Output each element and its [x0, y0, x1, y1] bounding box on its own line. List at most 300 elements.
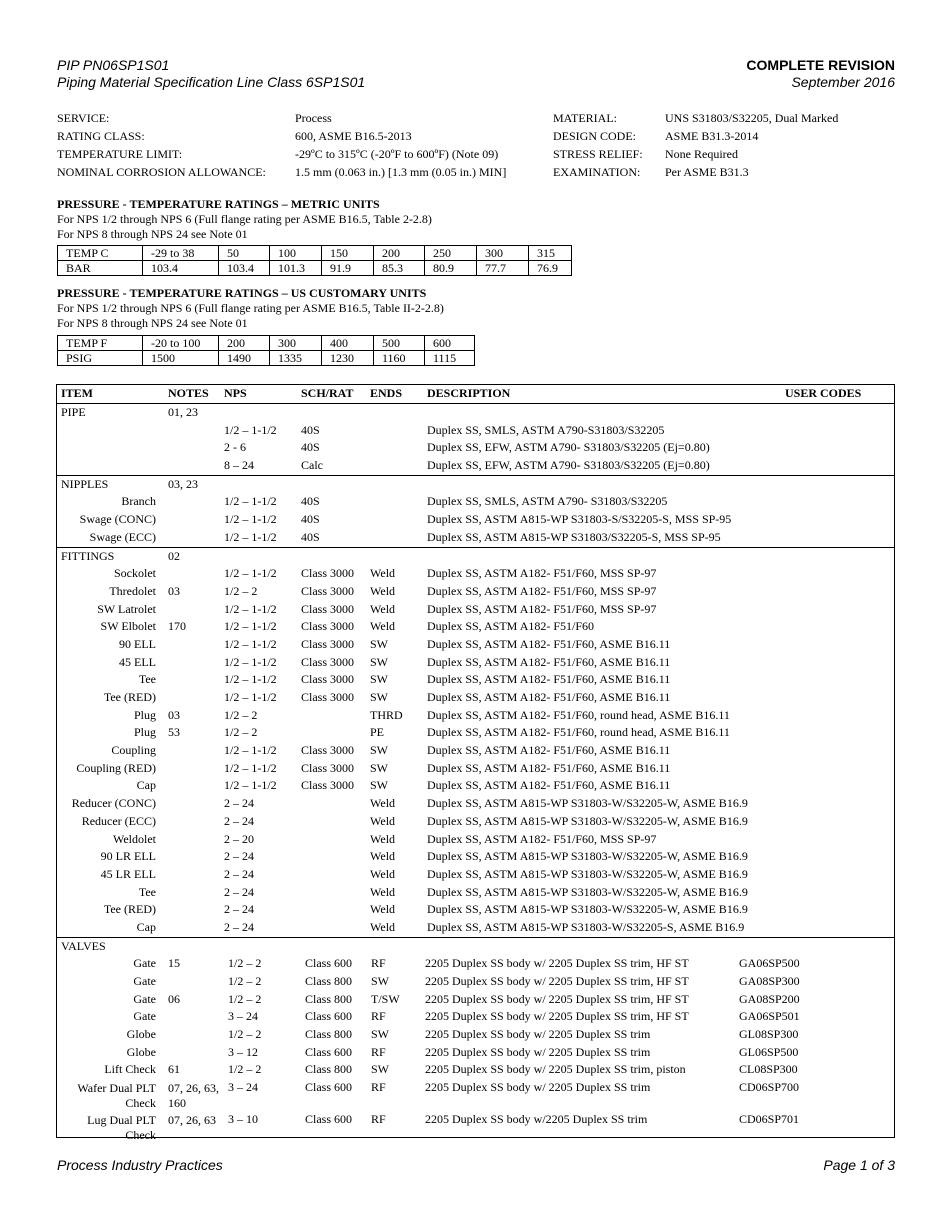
table-cell: 300 — [477, 246, 529, 261]
nps-cell: 1/2 – 1-1/2 — [224, 778, 277, 793]
ends-cell: SW — [370, 636, 388, 651]
table-row — [57, 866, 894, 884]
sch-cell: Class 600 — [305, 1112, 353, 1127]
item-cell: Plug — [133, 725, 156, 740]
table-cell: -29 to 38 — [143, 246, 219, 261]
col-ends-header: ENDS — [370, 386, 403, 400]
sch-cell: Calc — [301, 458, 323, 473]
user-code-cell: CD06SP701 — [739, 1112, 800, 1127]
metric-ratings-table — [57, 245, 572, 276]
item-cell: Globe — [126, 1044, 156, 1059]
item-cell: Gate — [133, 956, 156, 971]
table-row — [57, 742, 894, 760]
item-cell: Plug — [133, 707, 156, 722]
sch-cell: Class 3000 — [301, 601, 355, 616]
table-row — [57, 1026, 894, 1044]
description-cell: 2205 Duplex SS body w/2205 Duplex SS trim — [425, 1112, 648, 1127]
doc-id: PIP PN06SP1S01 — [57, 57, 170, 73]
user-code-cell: GA08SP300 — [739, 974, 800, 988]
ends-cell: SW — [370, 654, 388, 669]
nps-cell: 1/2 – 1-1/2 — [224, 422, 277, 437]
table-cell: 1490 — [219, 351, 270, 366]
item-cell: Lift Check — [104, 1062, 156, 1077]
table-cell: 100 — [270, 246, 322, 261]
table-cell: 250 — [425, 246, 477, 261]
table-row — [57, 1008, 894, 1026]
col-item-header: ITEM — [61, 386, 94, 400]
ends-cell: Weld — [370, 866, 396, 881]
description-cell: Duplex SS, ASTM A182- F51/F60, round head, ASME B16.11 — [427, 725, 730, 740]
table-row — [57, 511, 894, 529]
table-row — [57, 457, 894, 475]
user-code-cell: GL06SP500 — [739, 1044, 799, 1059]
ends-cell: RF — [371, 956, 386, 971]
nps-cell: 1/2 – 1-1/2 — [224, 512, 277, 527]
us-note-2: For NPS 8 through NPS 24 see Note 01 — [57, 316, 248, 330]
table-cell: 1115 — [425, 351, 475, 366]
description-cell: Duplex SS, EFW, ASTM A790- S31803/S32205 (Ej=0.80) — [427, 440, 710, 455]
sch-cell: Class 600 — [305, 1044, 353, 1059]
nps-cell: 2 – 24 — [224, 813, 254, 828]
item-cell: Tee (RED) — [103, 690, 156, 704]
ends-cell: SW — [371, 974, 389, 988]
notes-cell: 03 — [168, 707, 180, 722]
item-cell: Tee (RED) — [103, 902, 156, 917]
description-cell: 2205 Duplex SS body w/ 2205 Duplex SS trim — [425, 1027, 651, 1042]
table-row — [57, 439, 894, 457]
description-cell: 2205 Duplex SS body w/ 2205 Duplex SS trim, HF ST — [425, 991, 689, 1006]
item-cell: Gate — [133, 991, 156, 1006]
description-cell: Duplex SS, ASTM A182- F51/F60, ASME B16.11 — [427, 636, 671, 651]
sch-cell: Class 800 — [305, 1062, 353, 1077]
ends-cell: RF — [371, 1009, 386, 1024]
description-cell: Duplex SS, SMLS, ASTM A790- S31803/S32205 — [427, 494, 668, 509]
col-sch-header: SCH/RAT — [301, 386, 354, 400]
sch-cell: Class 3000 — [301, 690, 355, 704]
description-cell: Duplex SS, ASTM A815-WP S31803-S/S32205-S, MSS SP-95 — [427, 512, 732, 527]
table-cell: 77.7 — [477, 261, 529, 276]
doc-title: Piping Material Specification Line Class 6SP1S01 — [57, 74, 366, 90]
table-row — [57, 403, 894, 422]
sch-cell: Class 800 — [305, 1027, 353, 1042]
description-cell: Duplex SS, ASTM A182- F51/F60, ASME B16.11 — [427, 743, 671, 758]
us-ratings-table — [57, 335, 475, 366]
corrosion-allowance-label: NOMINAL CORROSION ALLOWANCE: — [57, 165, 266, 179]
us-psig-row — [58, 351, 475, 366]
group-label: FITTINGS — [61, 548, 115, 563]
sch-cell: Class 3000 — [301, 619, 355, 634]
nps-cell: 1/2 – 2 — [228, 1062, 262, 1077]
table-row — [57, 707, 894, 725]
sch-cell: Class 3000 — [301, 672, 355, 687]
description-cell: 2205 Duplex SS body w/ 2205 Duplex SS trim — [425, 1044, 651, 1059]
group-label: PIPE — [61, 405, 86, 419]
ends-cell: Weld — [370, 796, 396, 811]
nps-cell: 2 – 24 — [224, 796, 254, 811]
table-row — [57, 724, 894, 742]
description-cell: Duplex SS, ASTM A182- F51/F60, MSS SP-97 — [427, 566, 657, 581]
description-cell: 2205 Duplex SS body w/ 2205 Duplex SS trim, HF ST — [425, 956, 689, 971]
item-cell: Swage (ECC) — [89, 529, 156, 544]
sch-cell: Class 600 — [305, 956, 353, 971]
item-cell: Branch — [121, 494, 156, 509]
description-cell: Duplex SS, EFW, ASTM A790- S31803/S32205 (Ej=0.80) — [427, 458, 710, 473]
nps-cell: 3 – 12 — [228, 1044, 258, 1059]
table-row — [57, 636, 894, 654]
table-cell: 50 — [219, 246, 270, 261]
description-cell: Duplex SS, ASTM A182- F51/F60, ASME B16.11 — [427, 672, 671, 687]
description-cell: Duplex SS, ASTM A815-WP S31803-W/S32205-W, ASME B16.9 — [427, 884, 748, 899]
table-row — [57, 529, 894, 547]
table-cell: PSIG — [58, 351, 143, 366]
table-row — [57, 813, 894, 831]
ends-cell: THRD — [370, 707, 403, 722]
table-row — [57, 919, 894, 937]
service-value: Process — [295, 111, 332, 125]
revision-label: COMPLETE REVISION — [746, 57, 895, 73]
description-cell: Duplex SS, ASTM A182- F51/F60, MSS SP-97 — [427, 583, 657, 598]
notes-cell: 15 — [168, 956, 180, 971]
item-cell: Coupling (RED) — [76, 760, 156, 775]
nps-cell: 2 – 24 — [224, 919, 254, 934]
description-cell: Duplex SS, ASTM A182- F51/F60, round head, ASME B16.11 — [427, 707, 730, 722]
table-row — [57, 547, 894, 566]
notes-cell: 170 — [168, 619, 186, 634]
ends-cell: Weld — [370, 902, 396, 917]
group-notes: 01, 23 — [168, 405, 198, 419]
table-cell: 103.4 — [219, 261, 270, 276]
ends-cell: PE — [370, 725, 385, 740]
nps-cell: 1/2 – 1-1/2 — [224, 601, 277, 616]
us-note-1: For NPS 1/2 through NPS 6 (Full flange rating per ASME B16.5, Table II-2-2.8) — [57, 301, 444, 315]
ends-cell: SW — [371, 1062, 389, 1077]
table-row — [57, 831, 894, 849]
nps-cell: 2 – 20 — [224, 831, 254, 846]
table-cell: 80.9 — [425, 261, 477, 276]
table-cell: 200 — [374, 246, 425, 261]
service-info — [57, 109, 897, 181]
ends-cell: Weld — [370, 583, 396, 598]
table-row — [57, 973, 894, 991]
item-cell: SW Elbolet — [100, 619, 156, 634]
description-cell: Duplex SS, ASTM A182- F51/F60, ASME B16.11 — [427, 690, 671, 704]
rating-class-value: 600, ASME B16.5-2013 — [295, 129, 412, 143]
group-notes: 02 — [168, 548, 180, 563]
item-cell: Weldolet — [112, 831, 156, 846]
table-row — [57, 1061, 894, 1079]
description-cell: Duplex SS, ASTM A182- F51/F60, ASME B16.11 — [427, 760, 671, 775]
ends-cell: Weld — [370, 601, 396, 616]
table-row — [57, 1044, 894, 1062]
table-cell: 85.3 — [374, 261, 425, 276]
item-cell: Globe — [126, 1027, 156, 1042]
ends-cell: SW — [370, 672, 388, 687]
item-cell: Coupling — [111, 743, 156, 758]
table-row — [57, 955, 894, 973]
nps-cell: 1/2 – 2 — [224, 725, 258, 740]
nps-cell: 2 - 6 — [224, 440, 246, 455]
table-cell: 103.4 — [143, 261, 219, 276]
nps-cell: 1/2 – 1-1/2 — [224, 690, 277, 704]
nps-cell: 3 – 24 — [228, 1080, 258, 1095]
sch-cell: Class 3000 — [301, 654, 355, 669]
table-row — [57, 583, 894, 601]
ends-cell: SW — [370, 760, 388, 775]
sch-cell: Class 3000 — [301, 743, 355, 758]
table-cell: 1335 — [270, 351, 322, 366]
table-cell: 400 — [322, 336, 374, 351]
table-row — [57, 760, 894, 778]
metric-note-1: For NPS 1/2 through NPS 6 (Full flange rating per ASME B16.5, Table 2-2.8) — [57, 212, 432, 226]
nps-cell: 8 – 24 — [224, 458, 254, 473]
nps-cell: 3 – 24 — [228, 1009, 258, 1024]
nps-cell: 1/2 – 1-1/2 — [224, 494, 277, 509]
stress-relief-value: None Required — [665, 147, 738, 161]
nps-cell: 3 – 10 — [228, 1112, 258, 1127]
nps-cell: 2 – 24 — [224, 884, 254, 899]
spec-table — [56, 384, 895, 1143]
nps-cell: 1/2 – 1-1/2 — [224, 566, 277, 581]
description-cell: Duplex SS, ASTM A815-WP S31803-W/S32205-W, ASME B16.9 — [427, 866, 748, 881]
page-footer — [57, 1157, 895, 1173]
ends-cell: Weld — [370, 566, 396, 581]
item-cell: 90 ELL — [119, 636, 156, 651]
item-cell: Thredolet — [109, 583, 156, 598]
page-number: Page 1 of 3 — [823, 1157, 895, 1173]
user-code-cell: CL08SP300 — [739, 1062, 798, 1077]
description-cell: Duplex SS, ASTM A815-WP S31803-W/S32205-W, ASME B16.9 — [427, 849, 748, 864]
item-cell: Reducer (ECC) — [81, 813, 156, 828]
item-cell: Tee — [138, 884, 156, 899]
table-cell: 600 — [425, 336, 475, 351]
notes-cell: 53 — [168, 725, 180, 740]
sch-cell: Class 3000 — [301, 778, 355, 793]
metric-bar-row — [58, 261, 572, 276]
us-ratings-section — [57, 286, 444, 331]
description-cell: Duplex SS, SMLS, ASTM A790-S31803/S32205 — [427, 422, 665, 437]
item-cell: Sockolet — [114, 566, 156, 581]
ends-cell: Weld — [370, 619, 396, 634]
item-cell: Gate — [133, 1009, 156, 1024]
notes-cell: 61 — [168, 1062, 180, 1077]
table-cell: TEMP C — [58, 246, 143, 261]
table-row — [57, 565, 894, 583]
table-row — [57, 1079, 894, 1111]
user-code-cell: GA08SP200 — [739, 991, 800, 1006]
table-row — [57, 1111, 894, 1143]
table-row — [57, 848, 894, 866]
sch-cell: 40S — [301, 529, 320, 544]
description-cell: Duplex SS, ASTM A815-WP S31803-W/S32205-W, ASME B16.9 — [427, 902, 748, 917]
description-cell: Duplex SS, ASTM A182- F51/F60, MSS SP-97 — [427, 601, 657, 616]
item-cell: Cap — [136, 778, 156, 793]
footer-publisher: Process Industry Practices — [57, 1157, 223, 1173]
table-row — [57, 991, 894, 1009]
table-cell: 200 — [219, 336, 270, 351]
description-cell: Duplex SS, ASTM A182- F51/F60 — [427, 619, 595, 634]
table-cell: 150 — [322, 246, 374, 261]
ends-cell: Weld — [370, 813, 396, 828]
table-cell: 1500 — [143, 351, 219, 366]
spec-table-body — [57, 403, 894, 1143]
table-row — [57, 475, 894, 494]
group-label: VALVES — [61, 938, 106, 953]
description-cell: Duplex SS, ASTM A815-WP S31803/S32205-S, MSS SP-95 — [427, 529, 721, 544]
description-cell: 2205 Duplex SS body w/ 2205 Duplex SS trim — [425, 1080, 651, 1095]
metric-temp-row — [58, 246, 572, 261]
ends-cell: RF — [371, 1112, 386, 1127]
description-cell: 2205 Duplex SS body w/ 2205 Duplex SS trim, HF ST — [425, 974, 689, 988]
table-row — [57, 884, 894, 902]
sch-cell: Class 3000 — [301, 636, 355, 651]
ends-cell: SW — [371, 1027, 389, 1042]
sch-cell: Class 600 — [305, 1080, 353, 1095]
item-cell: SW Latrolet — [97, 601, 156, 616]
col-description-header: DESCRIPTION — [427, 386, 511, 400]
examination-value: Per ASME B31.3 — [665, 165, 749, 179]
table-cell: 315 — [529, 246, 572, 261]
notes-cell: 07, 26, 63 — [168, 1113, 216, 1128]
item-cell: Gate — [133, 974, 156, 988]
sch-cell: Class 800 — [305, 974, 353, 988]
table-row — [57, 689, 894, 707]
item-cell: Swage (CONC) — [79, 512, 156, 527]
description-cell: Duplex SS, ASTM A815-WP S31803-W/S32205-W, ASME B16.9 — [427, 813, 748, 828]
user-code-cell: GL08SP300 — [739, 1027, 799, 1042]
sch-cell: Class 600 — [305, 1009, 353, 1024]
table-row — [57, 671, 894, 689]
description-cell: 2205 Duplex SS body w/ 2205 Duplex SS trim, piston — [425, 1062, 686, 1077]
nps-cell: 1/2 – 2 — [228, 956, 262, 971]
nps-cell: 1/2 – 1-1/2 — [224, 654, 277, 669]
table-row — [57, 618, 894, 636]
ends-cell: SW — [370, 778, 388, 793]
item-cell: Wafer Dual PLT Check — [77, 1081, 156, 1111]
table-row — [57, 777, 894, 795]
design-code-value: ASME B31.3-2014 — [665, 129, 759, 143]
user-code-cell: GA06SP501 — [739, 1009, 800, 1024]
sch-cell: 40S — [301, 512, 320, 527]
sch-cell: Class 3000 — [301, 583, 355, 598]
ends-cell: SW — [370, 690, 388, 704]
rating-class-label: RATING CLASS: — [57, 129, 145, 143]
nps-cell: 2 – 24 — [224, 902, 254, 917]
ends-cell: RF — [371, 1044, 386, 1059]
notes-cell: 07, 26, 63, 160 — [168, 1081, 219, 1111]
temperature-limit-label: TEMPERATURE LIMIT: — [57, 147, 183, 161]
table-cell: 300 — [270, 336, 322, 351]
table-row — [57, 795, 894, 813]
nps-cell: 1/2 – 2 — [228, 974, 262, 988]
sch-cell: Class 3000 — [301, 760, 355, 775]
ends-cell: Weld — [370, 884, 396, 899]
table-cell: TEMP F — [58, 336, 143, 351]
notes-cell: 06 — [168, 991, 180, 1006]
description-cell: Duplex SS, ASTM A182- F51/F60, ASME B16.11 — [427, 654, 671, 669]
description-cell: Duplex SS, ASTM A182- F51/F60, ASME B16.11 — [427, 778, 671, 793]
group-label: NIPPLES — [61, 476, 109, 491]
us-temp-row — [58, 336, 475, 351]
nps-cell: 1/2 – 1-1/2 — [224, 619, 277, 634]
notes-cell: 03 — [168, 583, 180, 598]
table-cell: -20 to 100 — [143, 336, 219, 351]
page-header — [57, 57, 895, 91]
ends-cell: Weld — [370, 849, 396, 864]
table-row — [57, 493, 894, 511]
table-row — [57, 422, 894, 440]
corrosion-allowance-value: 1.5 mm (0.063 in.) [1.3 mm (0.05 in.) MIN] — [295, 165, 507, 179]
description-cell: Duplex SS, ASTM A815-WP S31803-W/S32205-W, ASME B16.9 — [427, 796, 748, 811]
item-cell: Reducer (CONC) — [71, 796, 156, 811]
stress-relief-label: STRESS RELIEF: — [553, 147, 643, 161]
revision-date: September 2016 — [791, 74, 895, 90]
item-cell: Lug Dual PLT Check — [87, 1113, 156, 1143]
nps-cell: 2 – 24 — [224, 866, 254, 881]
sch-cell: 40S — [301, 440, 320, 455]
group-notes: 03, 23 — [168, 476, 198, 491]
nps-cell: 1/2 – 1-1/2 — [224, 672, 277, 687]
table-cell: 1230 — [322, 351, 374, 366]
table-cell: 91.9 — [322, 261, 374, 276]
ends-cell: Weld — [370, 831, 396, 846]
ends-cell: RF — [371, 1080, 386, 1095]
metric-note-2: For NPS 8 through NPS 24 see Note 01 — [57, 227, 248, 241]
nps-cell: 1/2 – 1-1/2 — [224, 743, 277, 758]
description-cell: 2205 Duplex SS body w/ 2205 Duplex SS trim, HF ST — [425, 1009, 689, 1024]
spec-table-header — [57, 385, 894, 403]
col-nps-header: NPS — [224, 386, 247, 400]
item-cell: 45 ELL — [119, 654, 156, 669]
item-cell: 90 LR ELL — [100, 849, 156, 864]
ends-cell: SW — [370, 743, 388, 758]
service-label: SERVICE: — [57, 111, 110, 125]
examination-label: EXAMINATION: — [553, 165, 641, 179]
nps-cell: 1/2 – 2 — [224, 583, 258, 598]
table-row — [57, 901, 894, 919]
revision-block — [746, 57, 895, 91]
temperature-limit-value: -29ºC to 315ºC (-20ºF to 600ºF) (Note 09) — [295, 147, 499, 161]
sch-cell: Class 3000 — [301, 566, 355, 581]
ends-cell: T/SW — [371, 991, 400, 1006]
user-code-cell: GA06SP500 — [739, 956, 800, 971]
table-cell: 101.3 — [270, 261, 322, 276]
table-cell: 76.9 — [529, 261, 572, 276]
sch-cell: 40S — [301, 422, 320, 437]
nps-cell: 2 – 24 — [224, 849, 254, 864]
col-notes-header: NOTES — [168, 386, 209, 400]
nps-cell: 1/2 – 1-1/2 — [224, 529, 277, 544]
us-title: PRESSURE - TEMPERATURE RATINGS – US CUSTOMARY UNITS — [57, 286, 427, 300]
nps-cell: 1/2 – 2 — [228, 1027, 262, 1042]
item-cell: Cap — [136, 919, 156, 934]
col-user-codes-header: USER CODES — [785, 386, 862, 400]
table-cell: 500 — [374, 336, 425, 351]
material-value: UNS S31803/S32205, Dual Marked — [665, 111, 839, 125]
metric-title: PRESSURE - TEMPERATURE RATINGS – METRIC UNITS — [57, 197, 380, 211]
design-code-label: DESIGN CODE: — [553, 129, 636, 143]
item-cell: 45 LR ELL — [100, 866, 156, 881]
item-cell: Tee — [138, 672, 156, 687]
table-row — [57, 937, 894, 956]
ends-cell: Weld — [370, 919, 396, 934]
user-code-cell: CD06SP700 — [739, 1080, 800, 1095]
table-cell: BAR — [58, 261, 143, 276]
sch-cell: Class 800 — [305, 991, 353, 1006]
table-row — [57, 601, 894, 619]
nps-cell: 1/2 – 2 — [224, 707, 258, 722]
description-cell: Duplex SS, ASTM A182- F51/F60, MSS SP-97 — [427, 831, 657, 846]
material-label: MATERIAL: — [553, 111, 617, 125]
